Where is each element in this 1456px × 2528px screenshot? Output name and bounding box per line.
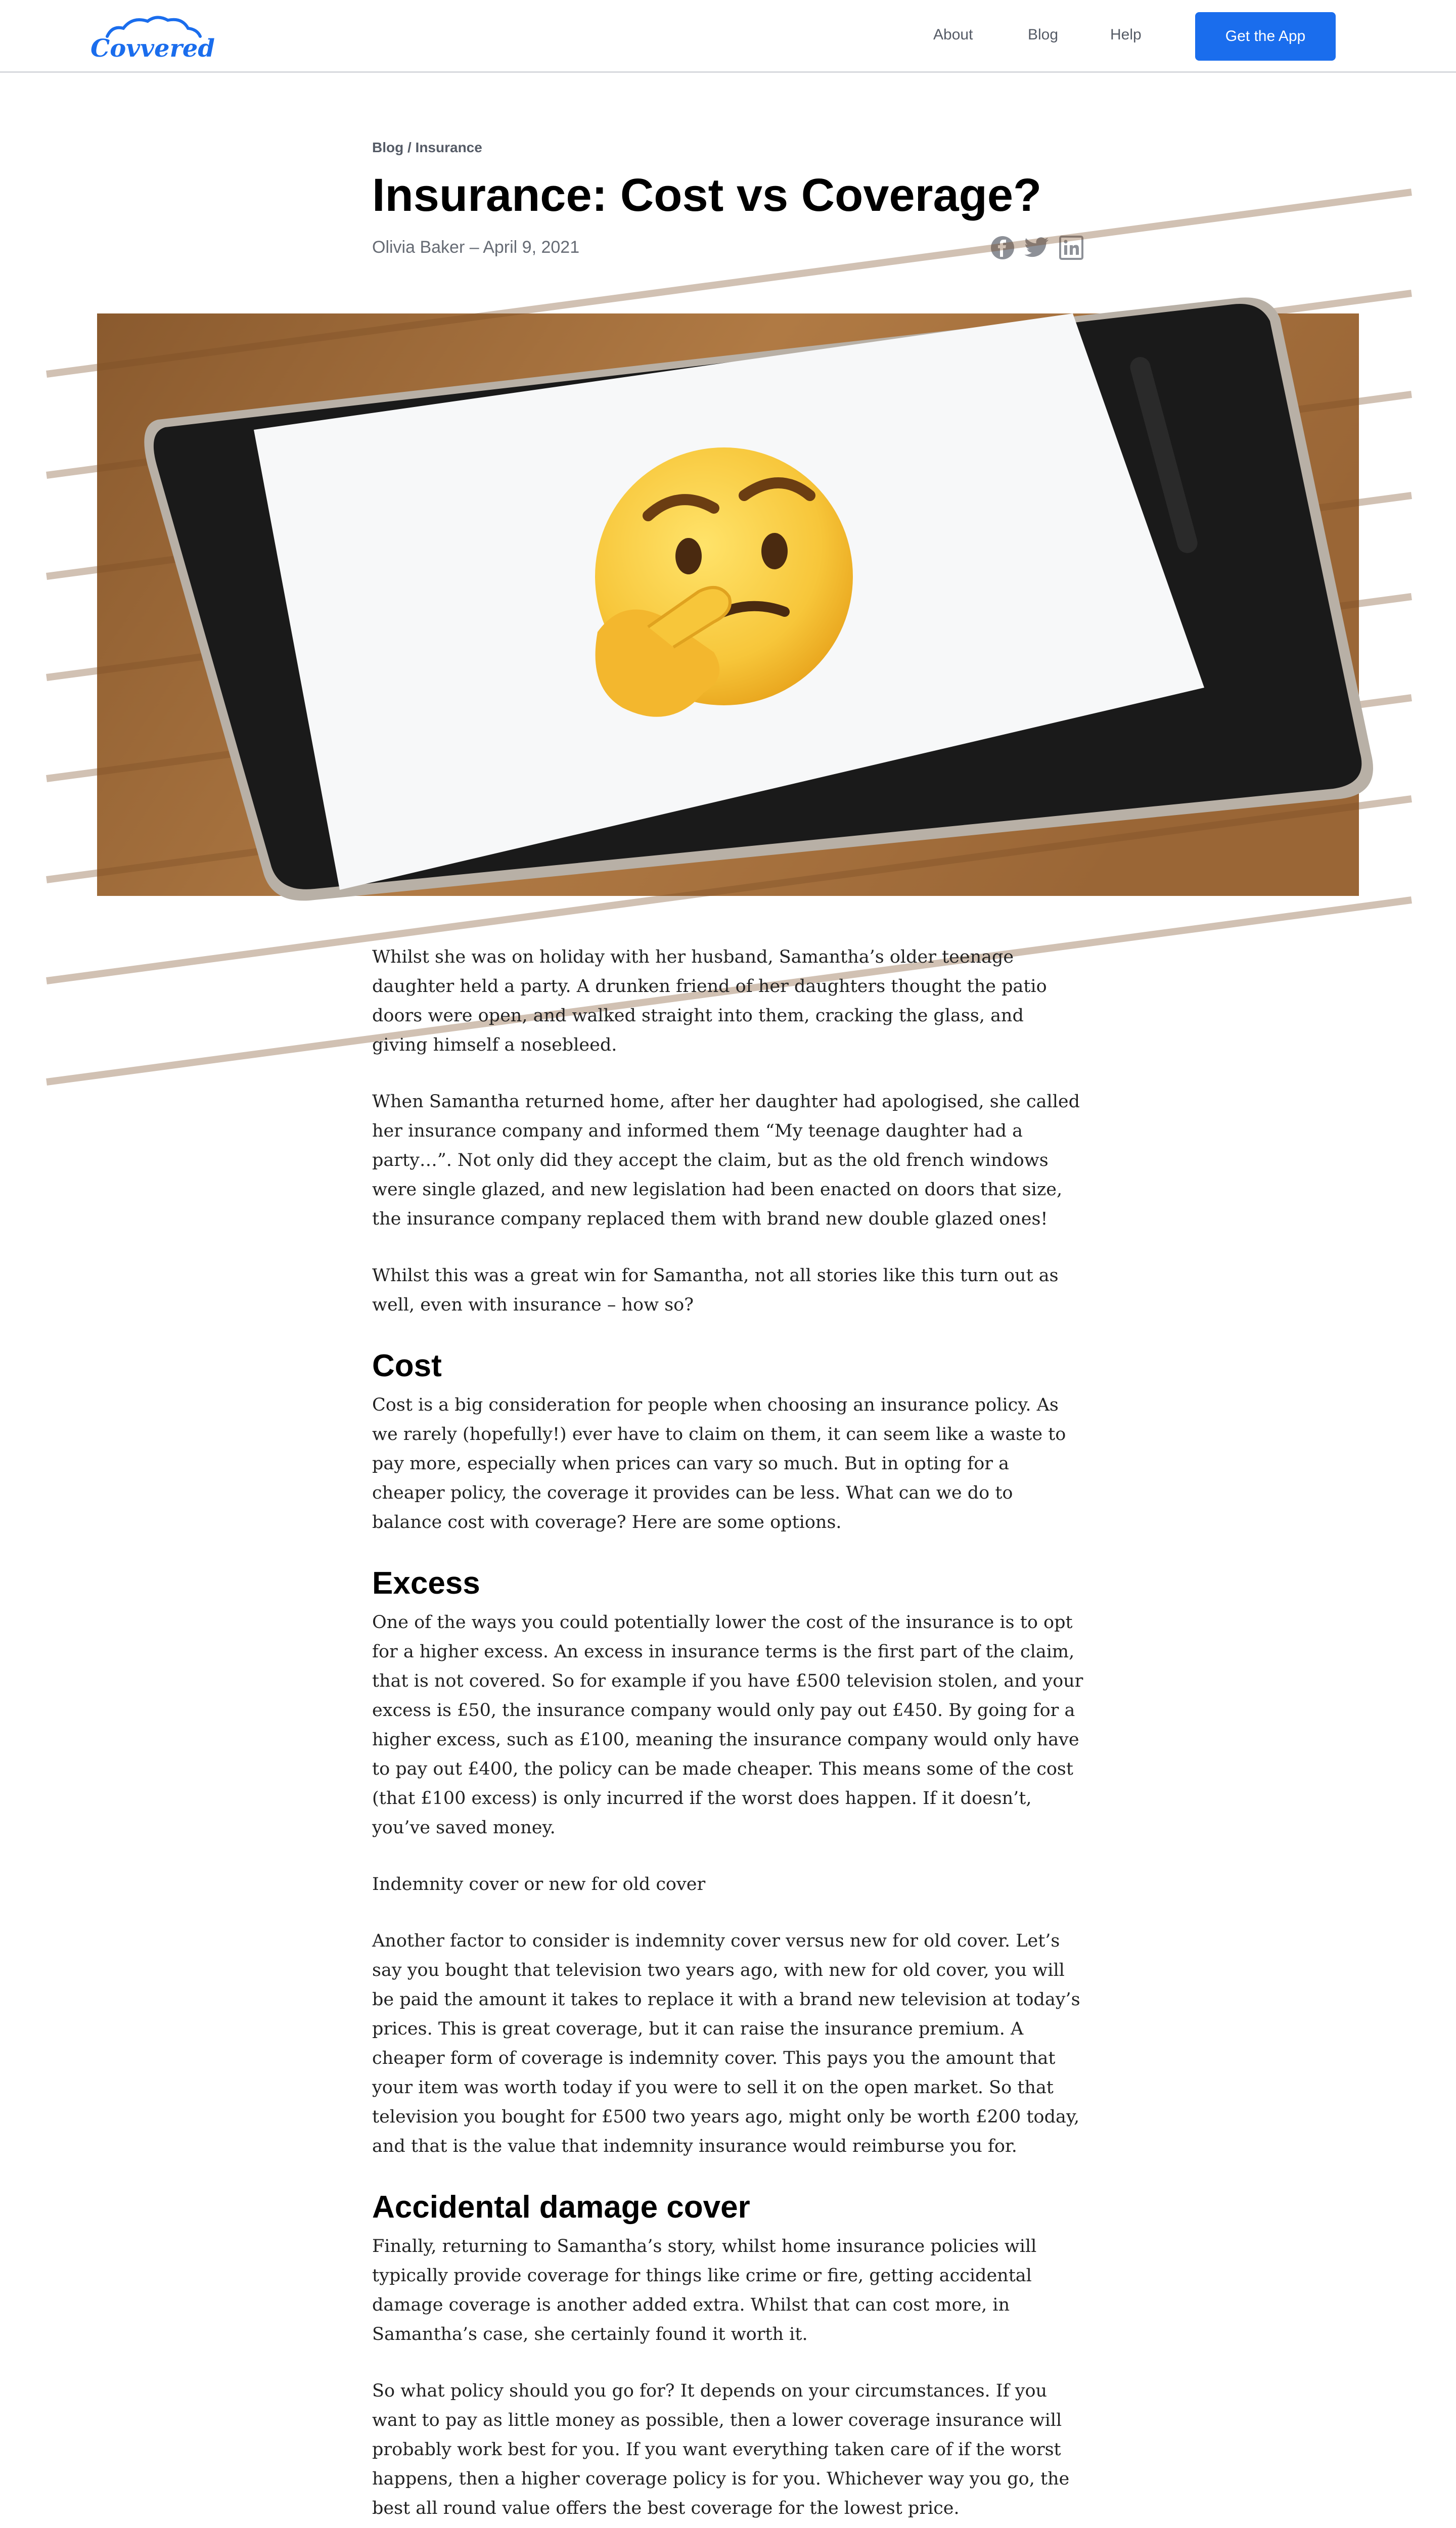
accidental-damage-paragraph: Finally, returning to Samantha’s story, whilst home insurance policies will typically provide coverage for things like crime or fire, getting accidental damage coverage is another added extra. Whilst that can cost more, in Samantha’s case, she certainly found it worth it. (372, 2236, 1037, 2344)
get-the-app-button[interactable]: Get the App (1195, 12, 1336, 61)
article-body (372, 942, 1084, 2528)
excess-paragraph: One of the ways you could potentially lower the cost of the insurance is to opt for a higher excess. An excess in insurance terms is the first part of the claim, that is not covered. So for example if you have £500 television stolen, and your excess is £50, the insurance company would only pay out £450. By going for a higher excess, such as £100, meaning the insurance company would only have to pay out £400, the policy can be made cheaper. This means some of the cost (that £100 excess) is only incurred if the worst does happen. If it doesn’t, you’ve saved money. (372, 1612, 1083, 1838)
site-header (0, 0, 1456, 73)
nav-help[interactable]: Help (1110, 26, 1142, 43)
covvered-logo[interactable] (90, 10, 215, 66)
cost-heading: Cost (372, 1348, 442, 1383)
excess-heading: Excess (372, 1566, 480, 1601)
nav-about[interactable]: About (933, 26, 973, 43)
logo-text: Covvered (90, 34, 215, 63)
indemnity-subheading: Indemnity cover or new for old cover (372, 1874, 706, 1894)
indemnity-paragraph: Another factor to consider is indemnity cover versus new for old cover. Let’s say you bought that television two years ago, with new for old cover, you will be paid the amount it takes to replace it with a brand new television at today’s prices. This is great coverage, but it can raise the insurance premium. A cheaper form of coverage is indemnity cover. This pays you the amount that your item was worth today if you were to sell it on the open market. So that television you bought for £500 two years ago, might only be worth £200 today, and that is the value that indemnity insurance would reimburse you for. (372, 1931, 1080, 2156)
breadcrumb[interactable]: Blog / Insurance (372, 140, 482, 155)
intro-paragraph-3: Whilst this was a great win for Samantha, not all stories like this turn out as well, even with insurance – how so? (372, 1266, 1059, 1315)
closing-paragraph-1: So what policy should you go for? It depends on your circumstances. If you want to pay as little money as possible, then a lower coverage insurance will probably work best for you. If you want everything taken care of if the worst happens, then a higher coverage policy is for you. Whichever way you go, the best all round value offers the best coverage for the lowest price. (372, 2381, 1070, 2518)
intro-paragraph-1: Whilst she was on holiday with her husband, Samantha’s older teenage daughter held a party. A drunken friend of her daughters thought the patio doors were open, and walked straight into them, cracking the glass, and giving himself a nosebleed. (372, 947, 1047, 1055)
accidental-damage-heading: Accidental damage cover (372, 2190, 750, 2225)
intro-paragraph-2: When Samantha returned home, after her daughter had apologised, she called her insurance company and informed them “My teenage daughter had a party…”. Not only did they accept the claim, but as the old french windows were single glazed, and new legislation had been enacted on doors that size, the insurance company replaced them with brand new double glazed ones! (372, 1092, 1080, 1229)
nav-blog[interactable]: Blog (1028, 26, 1059, 43)
page-title: Insurance: Cost vs Coverage? (372, 169, 1042, 221)
byline: Olivia Baker – April 9, 2021 (372, 238, 580, 257)
cost-paragraph: Cost is a big consideration for people when choosing an insurance policy. As we rarely (hopefully!) ever have to claim on them, it can seem like a waste to pay more, especially when prices can vary so much. But in opting for a cheaper policy, the coverage it provides can be less. What can we do to balance cost with coverage? Here are some options. (372, 1395, 1066, 1532)
hero-image (97, 313, 1359, 896)
article-header (372, 140, 1084, 262)
